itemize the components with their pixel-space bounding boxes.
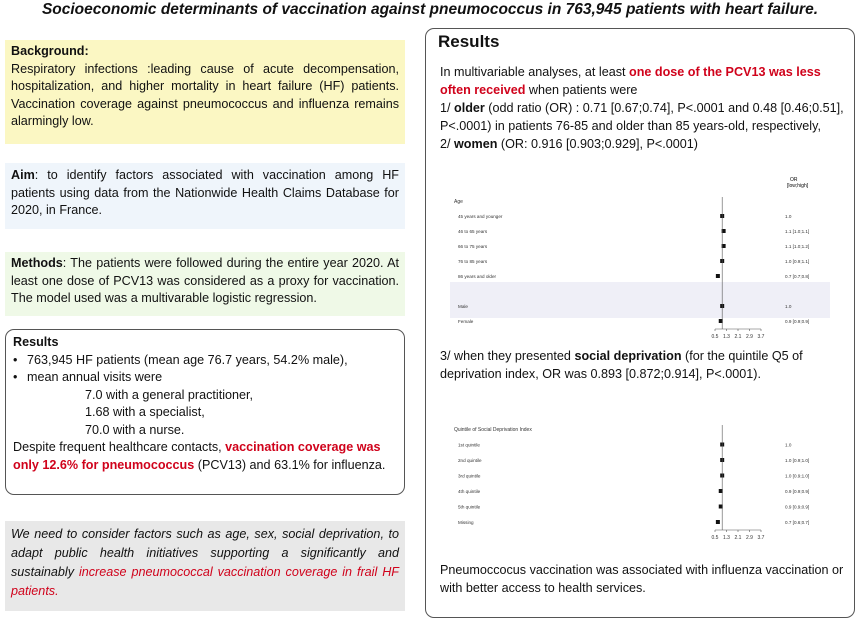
aim-text: : to identify factors associated with vaccination among HF patients using data from the Nationwide Health Claims Database for 2020, in France. bbox=[11, 168, 399, 217]
poster-title: Socioeconomic determinants of vaccination against pneumococcus in 763,945 patients with heart failure. bbox=[41, 1, 819, 18]
list-item: • mean annual visits were bbox=[27, 369, 397, 387]
methods-heading: Methods bbox=[11, 256, 63, 270]
x-tick-label: 1.3 bbox=[723, 334, 730, 340]
row-label: Male bbox=[458, 304, 468, 309]
column-header-or: OR bbox=[790, 177, 798, 183]
row-label: 76 to 85 years bbox=[458, 259, 488, 264]
group-label: Quintile of Social Deprivation Index bbox=[454, 427, 532, 433]
item2-bold: women bbox=[454, 137, 498, 151]
results-detail-heading: Results bbox=[438, 32, 500, 51]
result-item-deprivation bbox=[440, 347, 850, 383]
aim-box bbox=[5, 163, 405, 229]
coverage-lead: Despite frequent healthcare contacts, bbox=[13, 440, 226, 454]
or-ci-label: 0.7 [0.6;0.7] bbox=[785, 520, 810, 525]
x-tick-label: 2.9 bbox=[746, 535, 753, 541]
or-point bbox=[716, 274, 720, 278]
column-header-ci: [low;high] bbox=[787, 183, 809, 189]
x-tick-label: 1.3 bbox=[723, 535, 730, 541]
intro-highlight: one dose of the PCV13 was less often received bbox=[440, 65, 821, 97]
results-footer: Pneumoccocus vaccination was associated with influenza vaccination or with better access to health services. bbox=[440, 563, 844, 595]
conclusion-text: We need to consider factors such as age, sex, social deprivation, to adapt public health initiatives supporting a significantly and sustainably bbox=[11, 527, 399, 579]
intro-lead: In multivariable analyses, at least bbox=[440, 65, 629, 79]
visit-specialist: 1.68 with a specialist, bbox=[85, 405, 205, 419]
row-label: 2nd quintile bbox=[458, 458, 482, 463]
item3-bold: social deprivation bbox=[574, 349, 682, 363]
x-tick-label: 0.5 bbox=[711, 334, 719, 340]
row-label: Missing bbox=[458, 520, 474, 525]
row-label: 4th quintile bbox=[458, 489, 481, 494]
item1-bold: older bbox=[454, 101, 485, 115]
row-label: 86 years and older bbox=[458, 274, 497, 279]
row-label: Female bbox=[458, 319, 474, 324]
or-point bbox=[716, 520, 720, 524]
background-box bbox=[5, 40, 405, 144]
item3-lead: 3/ when they presented bbox=[440, 349, 575, 363]
forest-plot-age-gender bbox=[430, 171, 850, 351]
or-ci-label: 1.0 [0.9;1.1] bbox=[785, 259, 810, 264]
result-item-women bbox=[440, 135, 850, 153]
results-summary-box bbox=[5, 329, 405, 495]
methods-text: : The patients were followed during the entire year 2020. At least one dose of PCV13 was considered as a proxy for vaccination. The model used was a multivarable logistic regression. bbox=[11, 256, 399, 305]
row-label: 45 years and younger bbox=[458, 214, 503, 219]
or-ci-label: 1.0 [0.9;1.0] bbox=[785, 458, 810, 463]
conclusion-highlight: increase pneumococcal vaccination coverage in frail HF patients. bbox=[11, 565, 399, 598]
or-ci-label: 1.0 [0.9;1.0] bbox=[785, 473, 810, 479]
row-label: 1st quintile bbox=[458, 442, 480, 448]
group-label: Age bbox=[454, 199, 463, 205]
intro-tail: when patients were bbox=[525, 83, 638, 97]
x-tick-label: 3.7 bbox=[757, 535, 765, 541]
conclusion-box bbox=[5, 521, 405, 611]
background-heading: Background bbox=[11, 44, 85, 58]
item3-text: (for the quintile Q5 of deprivation index, OR was 0.893 [0.872;0.914], P<.0001). bbox=[440, 349, 803, 381]
row-label: 66 to 75 years bbox=[458, 244, 488, 249]
or-ci-label: 1.0 bbox=[785, 304, 792, 309]
list-item: • 763,945 HF patients (mean age 76.7 years, 54.2% male), bbox=[27, 352, 397, 370]
results-intro bbox=[440, 63, 850, 99]
or-ci-label: 1.0 bbox=[785, 442, 792, 448]
item1-text: (odd ratio (OR) : 0.71 [0.67;0.74], P<.0001 and 0.48 [0.46;0.51], P<.0001) in patients 76-85 and older than 85 years-old, respectively, bbox=[440, 101, 844, 133]
results-detail-box bbox=[425, 28, 855, 618]
item2-number: 2/ bbox=[440, 137, 455, 151]
x-tick-label: 2.1 bbox=[734, 334, 742, 340]
row-label: 3rd quintile bbox=[458, 473, 481, 479]
item2-text: (OR: 0.916 [0.903;0.929], P<.0001) bbox=[497, 137, 698, 151]
or-ci-label: 0.9 [0.9;0.9] bbox=[785, 504, 810, 510]
x-tick-label: 2.9 bbox=[746, 334, 753, 340]
x-tick-label: 0.5 bbox=[711, 535, 719, 541]
methods-box bbox=[5, 252, 405, 316]
or-ci-label: 1.1 [1.0;1.2] bbox=[785, 244, 810, 249]
aim-heading: Aim bbox=[11, 168, 35, 182]
row-label: 46 to 65 years bbox=[458, 229, 488, 234]
row-label: 5th quintile bbox=[458, 504, 481, 510]
or-ci-label: 1.0 bbox=[785, 214, 792, 219]
coverage-rest: (PCV13) and 63.1% for influenza. bbox=[194, 457, 386, 472]
or-ci-label: 0.7 [0.7;0.8] bbox=[785, 274, 810, 279]
or-ci-label: 1.1 [1.0;1.1] bbox=[785, 229, 810, 234]
forest-plot-deprivation bbox=[430, 421, 850, 559]
forest-plot-age-gender-svg bbox=[430, 171, 850, 351]
visit-gp: 7.0 with a general practitioner, bbox=[85, 387, 254, 402]
visit-nurse: 70.0 with a nurse. bbox=[85, 422, 185, 437]
background-colon: : bbox=[84, 44, 89, 58]
forest-plot-deprivation-svg bbox=[430, 421, 850, 559]
x-tick-label: 3.7 bbox=[757, 334, 765, 340]
gender-band bbox=[450, 282, 830, 318]
coverage-statement bbox=[13, 439, 397, 474]
coverage-highlight: vaccination coverage was only 12.6% for pneumococcus bbox=[13, 440, 381, 472]
or-ci-label: 0.9 [0.9;0.9] bbox=[785, 319, 810, 324]
or-ci-label: 0.9 [0.9;0.9] bbox=[785, 489, 810, 494]
item1-number: 1/ bbox=[440, 101, 455, 115]
result-item-older bbox=[440, 99, 850, 135]
x-tick-label: 2.1 bbox=[734, 535, 742, 541]
results-summary-heading: Results bbox=[13, 335, 59, 349]
background-text: Respiratory infections :leading cause of acute decompensation, hospitalization, and higher mortality in heart failure (HF) patients. Vaccination coverage against pneumococcus and influenza remains alarmingly low. bbox=[11, 61, 399, 128]
